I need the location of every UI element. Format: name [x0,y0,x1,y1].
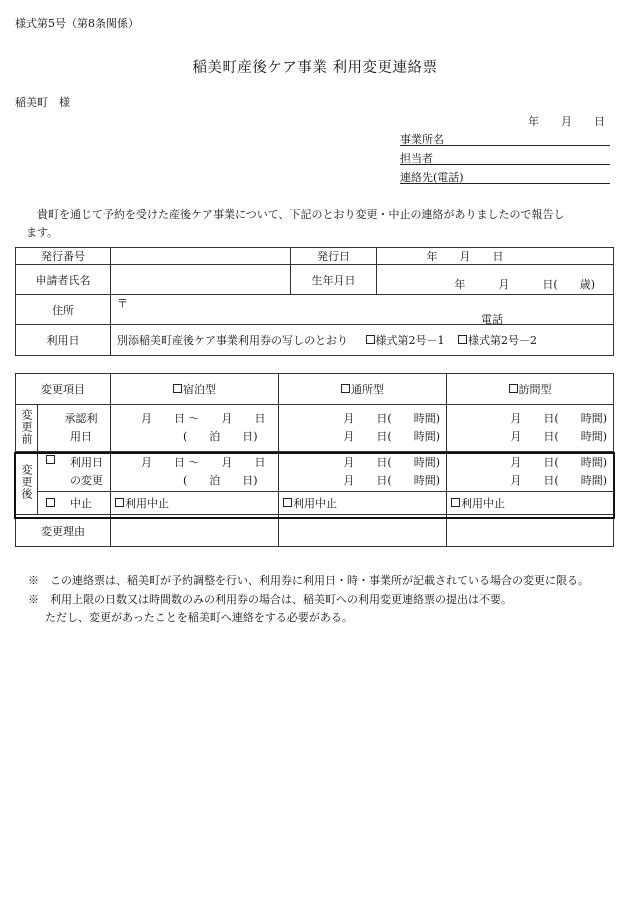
type-day[interactable] [279,374,447,405]
hour-line: 月 日( 時間) [510,412,607,425]
info-table [15,247,614,356]
approved-label [38,405,111,452]
hour-line: 月 日( 時間) [343,430,440,443]
office-field[interactable] [400,131,610,146]
note-2 [28,591,512,607]
before-visit-field[interactable] [447,405,614,452]
issue-date-label: 発行日 [291,248,377,265]
cancel-day[interactable] [279,492,447,515]
issue-date-field[interactable] [377,248,614,265]
usage-opt1[interactable] [366,334,445,347]
note-3: ただし、変更があったことを稲美町へ連絡をする必要がある。 [45,611,353,624]
approved-label-2: 用日 [70,430,92,443]
checkbox-icon[interactable] [458,335,467,344]
change-date-label-1: 利用日 [70,455,103,469]
hour-line: 月 日( 時間) [343,473,440,487]
after-label: 変更後 [20,463,33,500]
checkbox-icon[interactable] [509,384,518,393]
cancel-stay-label: 利用中止 [125,497,169,510]
birth-value: 年 月 日( 歳) [454,278,595,291]
stay-nights: ( 泊 日) [183,430,258,443]
issue-no-field[interactable] [111,248,291,265]
postal-mark: 〒 [117,297,128,310]
cancel-visit[interactable] [447,492,614,515]
address-label: 住所 [16,295,111,325]
reason-field-1[interactable] [111,515,279,547]
after-stay-field[interactable] [111,452,279,492]
item-header: 変更項目 [16,374,111,405]
office-label: 事業所名 [400,133,444,146]
checkbox-icon[interactable] [366,335,375,344]
cancel-label: 中止 [70,497,92,510]
cancel-stay[interactable] [111,492,279,515]
checkbox-icon[interactable] [115,498,124,507]
page-title: 稲美町産後ケア事業 利用変更連絡票 [192,60,438,76]
person-field[interactable] [400,150,610,165]
type-stay-label: 宿泊型 [183,383,216,396]
usage-field [111,325,614,356]
contact-label: 連絡先(電話) [400,171,464,184]
usage-text: 別添稲美町産後ケア事業利用券の写しのとおり [117,334,348,347]
reason-field-3[interactable] [447,515,614,547]
hour-line: 月 日( 時間) [343,455,440,469]
intro-line-1: 貴町を通じて予約を受けた産後ケア事業について、下記のとおり変更・中止の連絡がありましたので報告し [37,208,565,221]
applicant-field[interactable] [111,265,291,295]
type-visit[interactable] [447,374,614,405]
checkbox-icon[interactable] [46,455,55,464]
note-1-text: この連絡票は、稲美町が予約調整を行い、利用券に利用日・時・事業所が記載されている場合の変更に限る。 [50,574,589,587]
hour-line: 月 日( 時間) [510,430,607,443]
contact-field[interactable] [400,169,610,184]
usage-opt1-label: 様式第2号－1 [375,334,445,347]
phone-label: 電話 [481,313,503,326]
reason-label: 変更理由 [16,515,111,547]
form-number: 様式第5号（第8条関係） [15,17,139,30]
change-table [15,373,614,547]
cancel-row-label[interactable] [38,492,111,515]
hour-line: 月 日( 時間) [343,412,440,425]
checkbox-icon[interactable] [341,384,350,393]
note-mark: ※ [28,574,39,587]
before-stay-field[interactable] [111,405,279,452]
cancel-day-label: 利用中止 [293,497,337,510]
before-label: 変更前 [20,408,33,445]
checkbox-icon[interactable] [46,498,55,507]
checkbox-icon[interactable] [451,498,460,507]
type-day-label: 通所型 [351,383,384,396]
issue-no-label: 発行番号 [16,248,111,265]
checkbox-icon[interactable] [173,384,182,393]
checkbox-icon[interactable] [283,498,292,507]
note-2-text: 利用上限の日数又は時間数のみの利用券の場合は、稲美町への利用変更連絡票の提出は不要。 [50,593,512,606]
reason-field-2[interactable] [279,515,447,547]
cancel-visit-label: 利用中止 [461,497,505,510]
birth-label: 生年月日 [291,265,377,295]
type-stay[interactable] [111,374,279,405]
intro-line-2: ます。 [26,226,59,239]
stay-nights: ( 泊 日) [183,473,258,487]
type-visit-label: 訪問型 [518,383,552,396]
after-label-cell [16,452,38,515]
change-date-label-2: の変更 [70,473,103,487]
after-day-field[interactable] [279,452,447,492]
after-visit-field[interactable] [447,452,614,492]
before-label-cell [16,405,38,452]
date-line: 年 月 日 [528,115,605,128]
person-label: 担当者 [400,152,433,165]
addressee: 稲美町 様 [15,96,70,109]
usage-opt2[interactable] [458,334,537,347]
stay-dates: 月 日 ～ 月 日 [141,455,266,469]
before-day-field[interactable] [279,405,447,452]
usage-label: 利用日 [16,325,111,356]
applicant-label: 申請者氏名 [16,265,111,295]
issue-date-value: 年 月 日 [426,250,504,263]
birth-field[interactable] [377,265,614,295]
usage-opt2-label: 様式第2号－2 [468,334,537,347]
note-mark: ※ [28,593,39,606]
address-field[interactable] [111,295,614,325]
hour-line: 月 日( 時間) [510,455,607,469]
hour-line: 月 日( 時間) [510,473,607,487]
change-date-label [38,452,111,492]
stay-dates: 月 日 ～ 月 日 [141,412,266,425]
approved-label-1: 承認利 [64,412,98,425]
note-1 [28,572,589,588]
